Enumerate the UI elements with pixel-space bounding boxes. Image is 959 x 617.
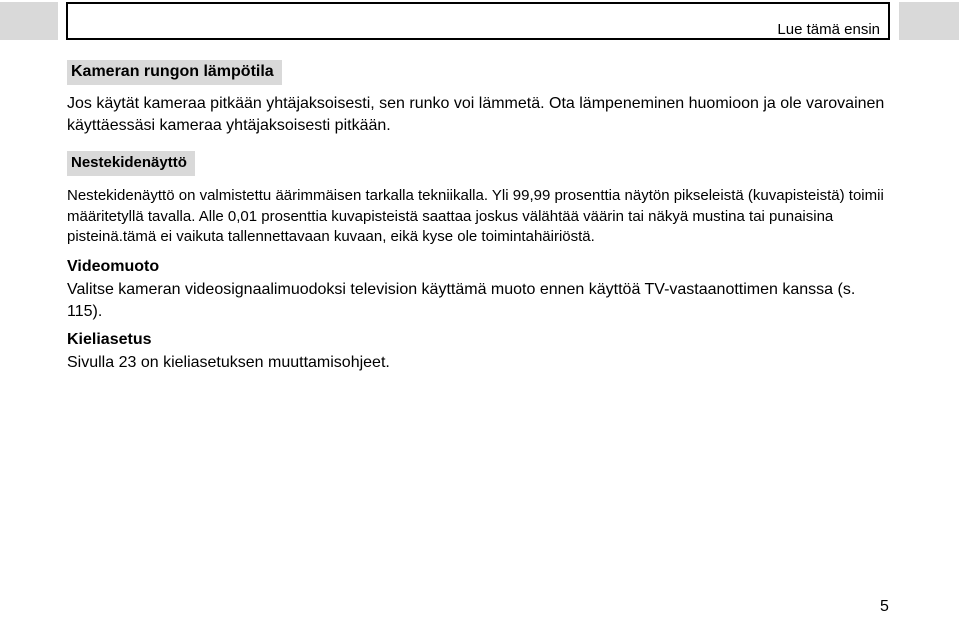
page-header <box>66 2 890 40</box>
section-heading-language: Kieliasetus <box>67 330 152 348</box>
section-text-language: Sivulla 23 on kieliasetuksen muuttamisohjeet. <box>67 353 390 371</box>
section-text-video-format: Valitse kameran videosignaalimuodoksi television käyttämä muoto ennen käyttöä TV-vastaanottimen kanssa (s. 115). <box>67 280 856 320</box>
page-tab-right <box>899 2 959 40</box>
section-text-lcd: Nestekidenäyttö on valmistettu äärimmäisen tarkalla tekniikalla. Yli 99,99 prosenttia näytön pikseleistä (kuvapisteistä) toimii määritetyllä tavalla. Alle 0,01 prosenttia kuvapisteistä saattaa joskus välähtää väärin tai näkyä mustina tai punaisina pisteinä.tämä ei vaikuta tallennettavaan kuvaan, eikä kyse ole toimintahäiriöstä. <box>67 187 884 245</box>
header-label: Lue tämä ensin <box>777 21 880 38</box>
section-heading-lcd: Nestekidenäyttö <box>67 151 195 176</box>
section-heading-video-format: Videomuoto <box>67 257 160 275</box>
page-content <box>67 60 887 374</box>
section-text-body-temperature: Jos käytät kameraa pitkään yhtäjaksoisesti, sen runko voi lämmetä. Ota lämpeneminen huomioon ja ole varovainen käyttäessäsi kameraa yhtäjaksoisesti pitkään. <box>67 95 885 134</box>
page-tab-left <box>0 2 58 40</box>
page-number: 5 <box>880 598 889 615</box>
section-heading-body-temperature: Kameran rungon lämpötila <box>67 60 282 85</box>
